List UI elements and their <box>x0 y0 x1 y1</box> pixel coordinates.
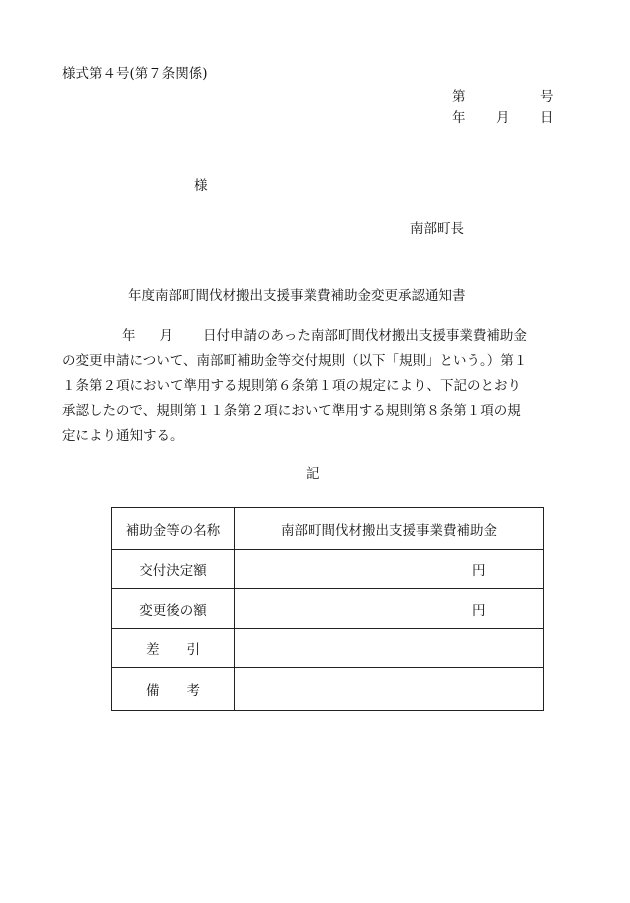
label-difference-text: 差 引 <box>146 642 200 658</box>
value-remarks <box>235 668 544 711</box>
addressee-honorific: 様 <box>194 178 208 194</box>
issuer-name: 南部町長 <box>410 221 464 237</box>
date-month-label: 月 <box>496 110 510 126</box>
ki-heading: 記 <box>306 466 320 482</box>
label-subsidy-name: 補助金等の名称 <box>112 508 235 550</box>
body-line-3: １条第２項において準用する規則第６条第１項の規定により、下記のとおり <box>62 378 521 394</box>
summary-table <box>111 507 544 711</box>
document-number-suffix: 号 <box>540 89 554 105</box>
body-line-4: 承認したので、規則第１１条第２項において準用する規則第８条第１項の規 <box>62 403 521 419</box>
label-difference <box>112 629 235 668</box>
value-grant-amount <box>235 550 544 589</box>
body-line-5: 定により通知する。 <box>62 428 184 444</box>
table-row-subsidy-name <box>112 508 544 550</box>
date-day-label: 日 <box>540 110 554 126</box>
table-row-changed-amount <box>112 589 544 629</box>
value-changed-amount <box>235 589 544 629</box>
label-grant-amount: 交付決定額 <box>112 550 235 589</box>
document-title: 年度南部町間伐材搬出支援事業費補助金変更承認通知書 <box>128 288 466 304</box>
body-year-label: 年 <box>122 328 136 344</box>
yen-unit: 円 <box>472 602 486 619</box>
body-month-label: 月 <box>159 328 173 344</box>
table-row-remarks <box>112 668 544 711</box>
body-line-1 <box>62 324 556 349</box>
body-line-2: の変更申請について、南部町補助金等交付規則（以下「規則」という。）第１ <box>62 353 528 369</box>
body-line-1-text: 日付申請のあった南部町間伐材搬出支援事業費補助金 <box>203 328 527 344</box>
table-row-difference <box>112 629 544 668</box>
body-paragraph <box>62 324 556 449</box>
value-subsidy-name <box>235 508 544 550</box>
date-year-label: 年 <box>452 110 466 126</box>
form-number: 様式第４号(第７条関係) <box>62 66 208 82</box>
value-difference <box>235 629 544 668</box>
table-row-grant-amount <box>112 550 544 589</box>
label-changed-amount: 変更後の額 <box>112 589 235 629</box>
subsidy-name-text: 南部町間伐材搬出支援事業費補助金 <box>281 522 497 539</box>
yen-unit: 円 <box>472 563 486 579</box>
label-remarks-text: 備 考 <box>146 683 200 699</box>
document-number-prefix: 第 <box>452 89 466 105</box>
label-remarks <box>112 668 235 711</box>
